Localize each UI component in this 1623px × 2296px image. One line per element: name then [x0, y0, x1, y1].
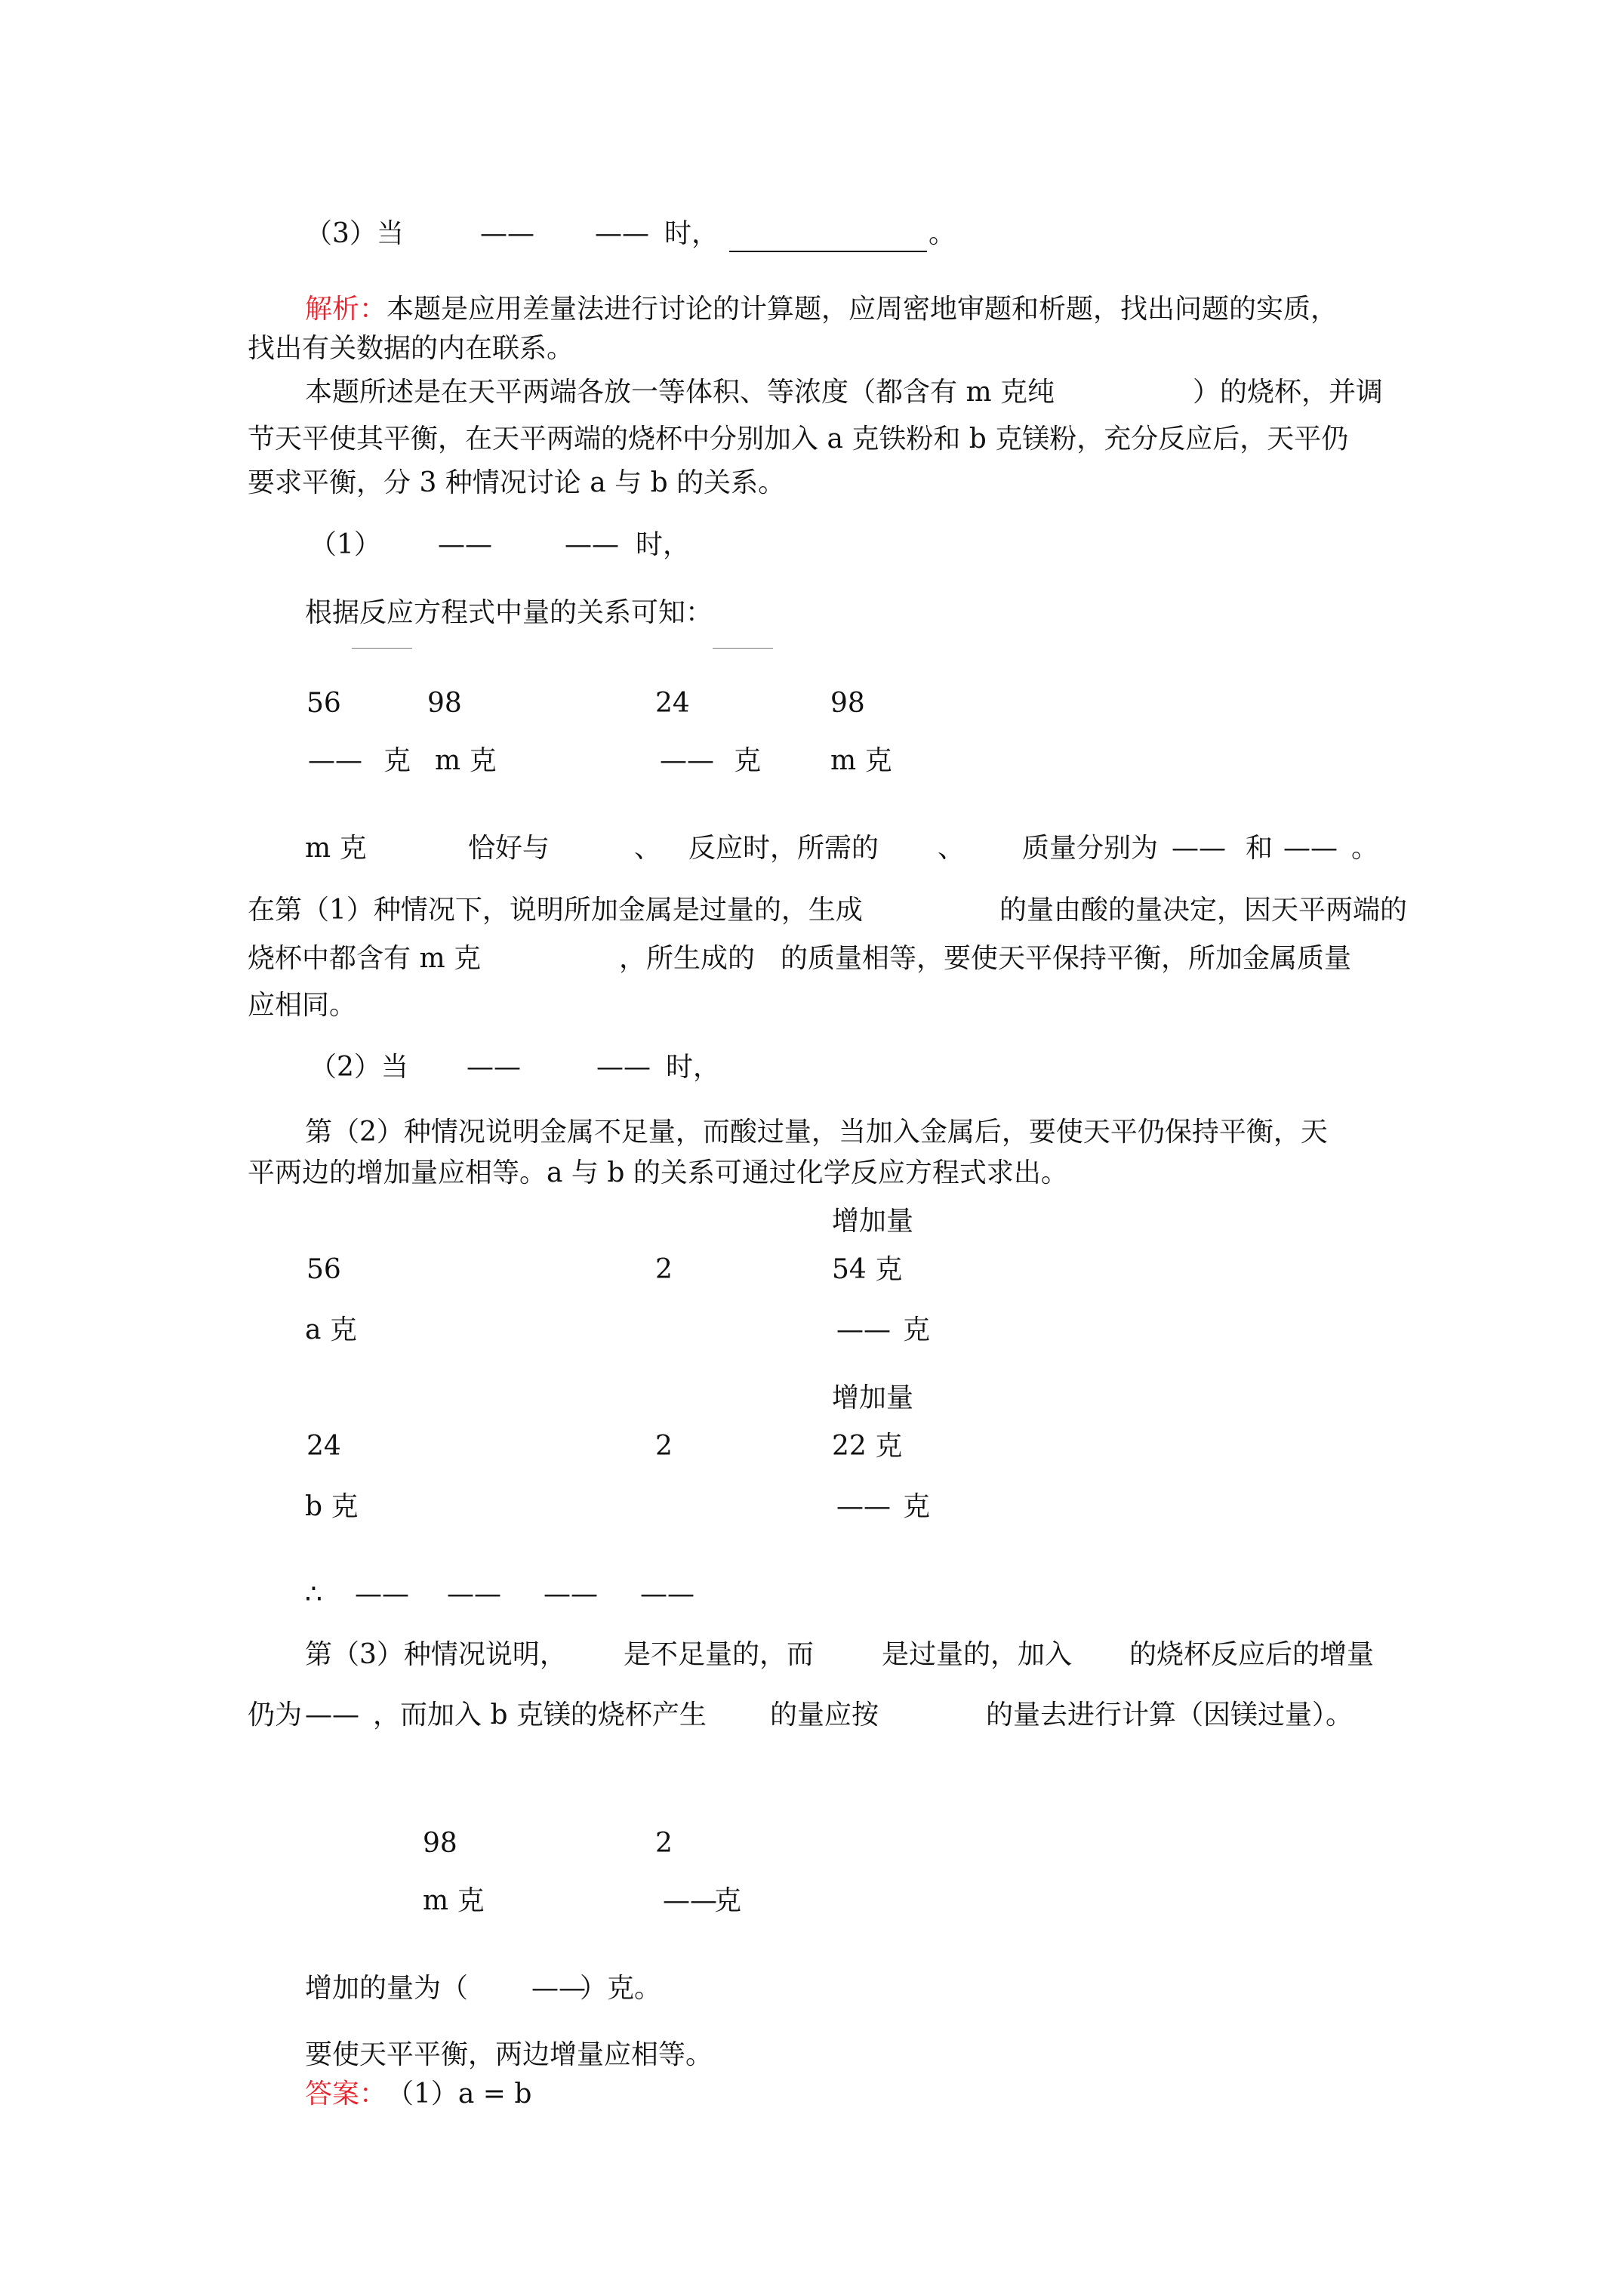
q3-dash-1: ——	[480, 218, 534, 249]
analysis-line-1: 本题是应用差量法进行讨论的计算题，应周密地审题和析题，找出问题的实质，	[387, 294, 1338, 325]
fe-ratio-left: 56	[306, 688, 341, 719]
acid-h2-acid: 98	[423, 1828, 457, 1859]
acid-h2-h2: 2	[655, 1828, 673, 1859]
acid-h2-unit: 克	[714, 1885, 742, 1916]
q3-end: 。	[929, 218, 956, 249]
para2-line-2: 节天平使其平衡，在天平两端的烧杯中分别加入 a 克铁粉和 b 克镁粉，充分反应后，天平仍	[248, 424, 1349, 455]
exact-react-dash-2: ——	[1283, 833, 1338, 864]
exact-react-p8: 。	[1351, 833, 1379, 864]
case3-explain-2a: 仍为	[248, 1700, 303, 1730]
increase-line-dash: ——	[531, 1973, 586, 2004]
mg-increase-h2: 2	[655, 1431, 673, 1462]
mg-ratio-unit: 克	[734, 745, 762, 776]
therefore-dash-1: ——	[355, 1579, 409, 1610]
case1-explain-1b: 的量由酸的量决定，因天平两端的	[999, 895, 1408, 926]
case3-explain-1c: 是过量的，加入	[882, 1639, 1073, 1670]
fe-increase-unit: 克	[903, 1314, 931, 1345]
therefore-dash-3: ——	[544, 1579, 598, 1610]
exact-react-dash-1: ——	[1172, 833, 1226, 864]
mg-increase-given: b 克	[305, 1491, 359, 1522]
case3-explain-2c: 的量应按	[770, 1700, 879, 1730]
case2-dash-1: ——	[467, 1052, 521, 1083]
case2-explain-1: 第（2）种情况说明金属不足量，而酸过量，当加入金属后，要使天平仍保持平衡，天	[305, 1117, 1328, 1148]
therefore-dash-4: ——	[640, 1579, 694, 1610]
balance-line: 要使天平平衡，两边增量应相等。	[305, 2039, 713, 2070]
mg-ratio-dash: ——	[660, 745, 714, 776]
exact-react-p5: 、	[938, 833, 965, 864]
answer-label: 答案：	[305, 2079, 387, 2110]
case2-explain-2: 平两边的增加量应相等。a 与 b 的关系可通过化学反应方程式求出。	[248, 1157, 1068, 1188]
mg-increase-header: 增加量	[832, 1382, 914, 1413]
fe-increase-header: 增加量	[832, 1206, 914, 1237]
case1-shi: 时，	[636, 529, 691, 560]
case3-explain-2b: ，而加入 b 克镁的烧杯产生	[373, 1700, 707, 1730]
fe-ratio-right: 98	[427, 688, 462, 719]
fe-increase-mass: 56	[306, 1254, 341, 1285]
mg-increase-unit: 克	[903, 1491, 931, 1522]
exact-react-p1: m 克	[305, 833, 367, 864]
q3-shi: 时，	[664, 218, 719, 249]
case1-explain-2a: 烧杯中都含有 m 克	[248, 943, 482, 974]
mg-increase-inc: 22 克	[832, 1431, 903, 1462]
exact-react-p7: 和	[1246, 833, 1273, 864]
fe-increase-given: a 克	[305, 1314, 357, 1345]
fe-equation-rule	[352, 648, 412, 649]
case1-dash-1: ——	[438, 529, 492, 560]
mg-increase-mass: 24	[306, 1431, 341, 1462]
exact-react-p6: 质量分别为	[1022, 833, 1159, 864]
acid-h2-given: m 克	[423, 1885, 485, 1916]
case3-explain-dash: ——	[305, 1700, 359, 1730]
mg-ratio-left: 24	[655, 688, 690, 719]
fe-ratio-unit: 克	[383, 745, 411, 776]
exact-react-p2: 恰好与	[468, 833, 550, 864]
q3-answer-blank	[729, 251, 927, 252]
case1-explain-2b: ，所生成的	[619, 943, 756, 974]
case1-explain-2c: 的质量相等，要使天平保持平衡，所加金属质量	[781, 943, 1352, 974]
exact-react-p3: 、	[634, 833, 662, 864]
exact-react-p4: 反应时，所需的	[688, 833, 879, 864]
mg-ratio-mke: m 克	[830, 745, 892, 776]
mg-ratio-right: 98	[830, 688, 865, 719]
case1-dash-2: ——	[565, 529, 619, 560]
case2-shi: 时，	[666, 1052, 721, 1083]
case1-explain-1a: 在第（1）种情况下，说明所加金属是过量的，生成	[248, 895, 863, 926]
increase-line-a: 增加的量为（	[305, 1973, 469, 2004]
acid-h2-dash: ——	[663, 1885, 717, 1916]
analysis-label: 解析：	[305, 294, 387, 325]
fe-ratio-mke: m 克	[435, 745, 497, 776]
case2-dash-2: ——	[596, 1052, 651, 1083]
q3-prefix: （3）当	[305, 218, 404, 249]
analysis-line-2: 找出有关数据的内在联系。	[248, 333, 574, 364]
case3-explain-1b: 是不足量的，而	[624, 1639, 815, 1670]
fe-increase-h2: 2	[655, 1254, 673, 1285]
fe-increase-dash: ——	[836, 1314, 891, 1345]
case1-explain-3: 应相同。	[248, 990, 357, 1021]
case2-label: （2）当	[310, 1052, 408, 1083]
para2-line-1a: 本题所述是在天平两端各放一等体积、等浓度（都含有 m 克纯	[305, 377, 1055, 408]
mg-equation-rule	[713, 648, 773, 649]
para2-line-3: 要求平衡，分 3 种情况讨论 a 与 b 的关系。	[248, 467, 786, 498]
fe-ratio-dash: ——	[308, 745, 362, 776]
relation-intro: 根据反应方程式中量的关系可知：	[305, 597, 713, 628]
case3-explain-1a: 第（3）种情况说明，	[305, 1639, 567, 1670]
therefore-dash-2: ——	[447, 1579, 501, 1610]
answer-text: （1）a = b	[387, 2079, 532, 2110]
para2-line-1b: ）的烧杯，并调	[1193, 377, 1384, 408]
case3-explain-2d: 的量去进行计算（因镁过量）。	[986, 1700, 1354, 1730]
mg-increase-dash: ——	[836, 1491, 891, 1522]
increase-line-b: ）克。	[580, 1973, 662, 2004]
case3-explain-1d: 的烧杯反应后的增量	[1129, 1639, 1375, 1670]
case1-label: （1）	[310, 529, 381, 560]
therefore-symbol: ∴	[305, 1579, 322, 1610]
fe-increase-inc: 54 克	[832, 1254, 903, 1285]
q3-dash-2: ——	[595, 218, 649, 249]
